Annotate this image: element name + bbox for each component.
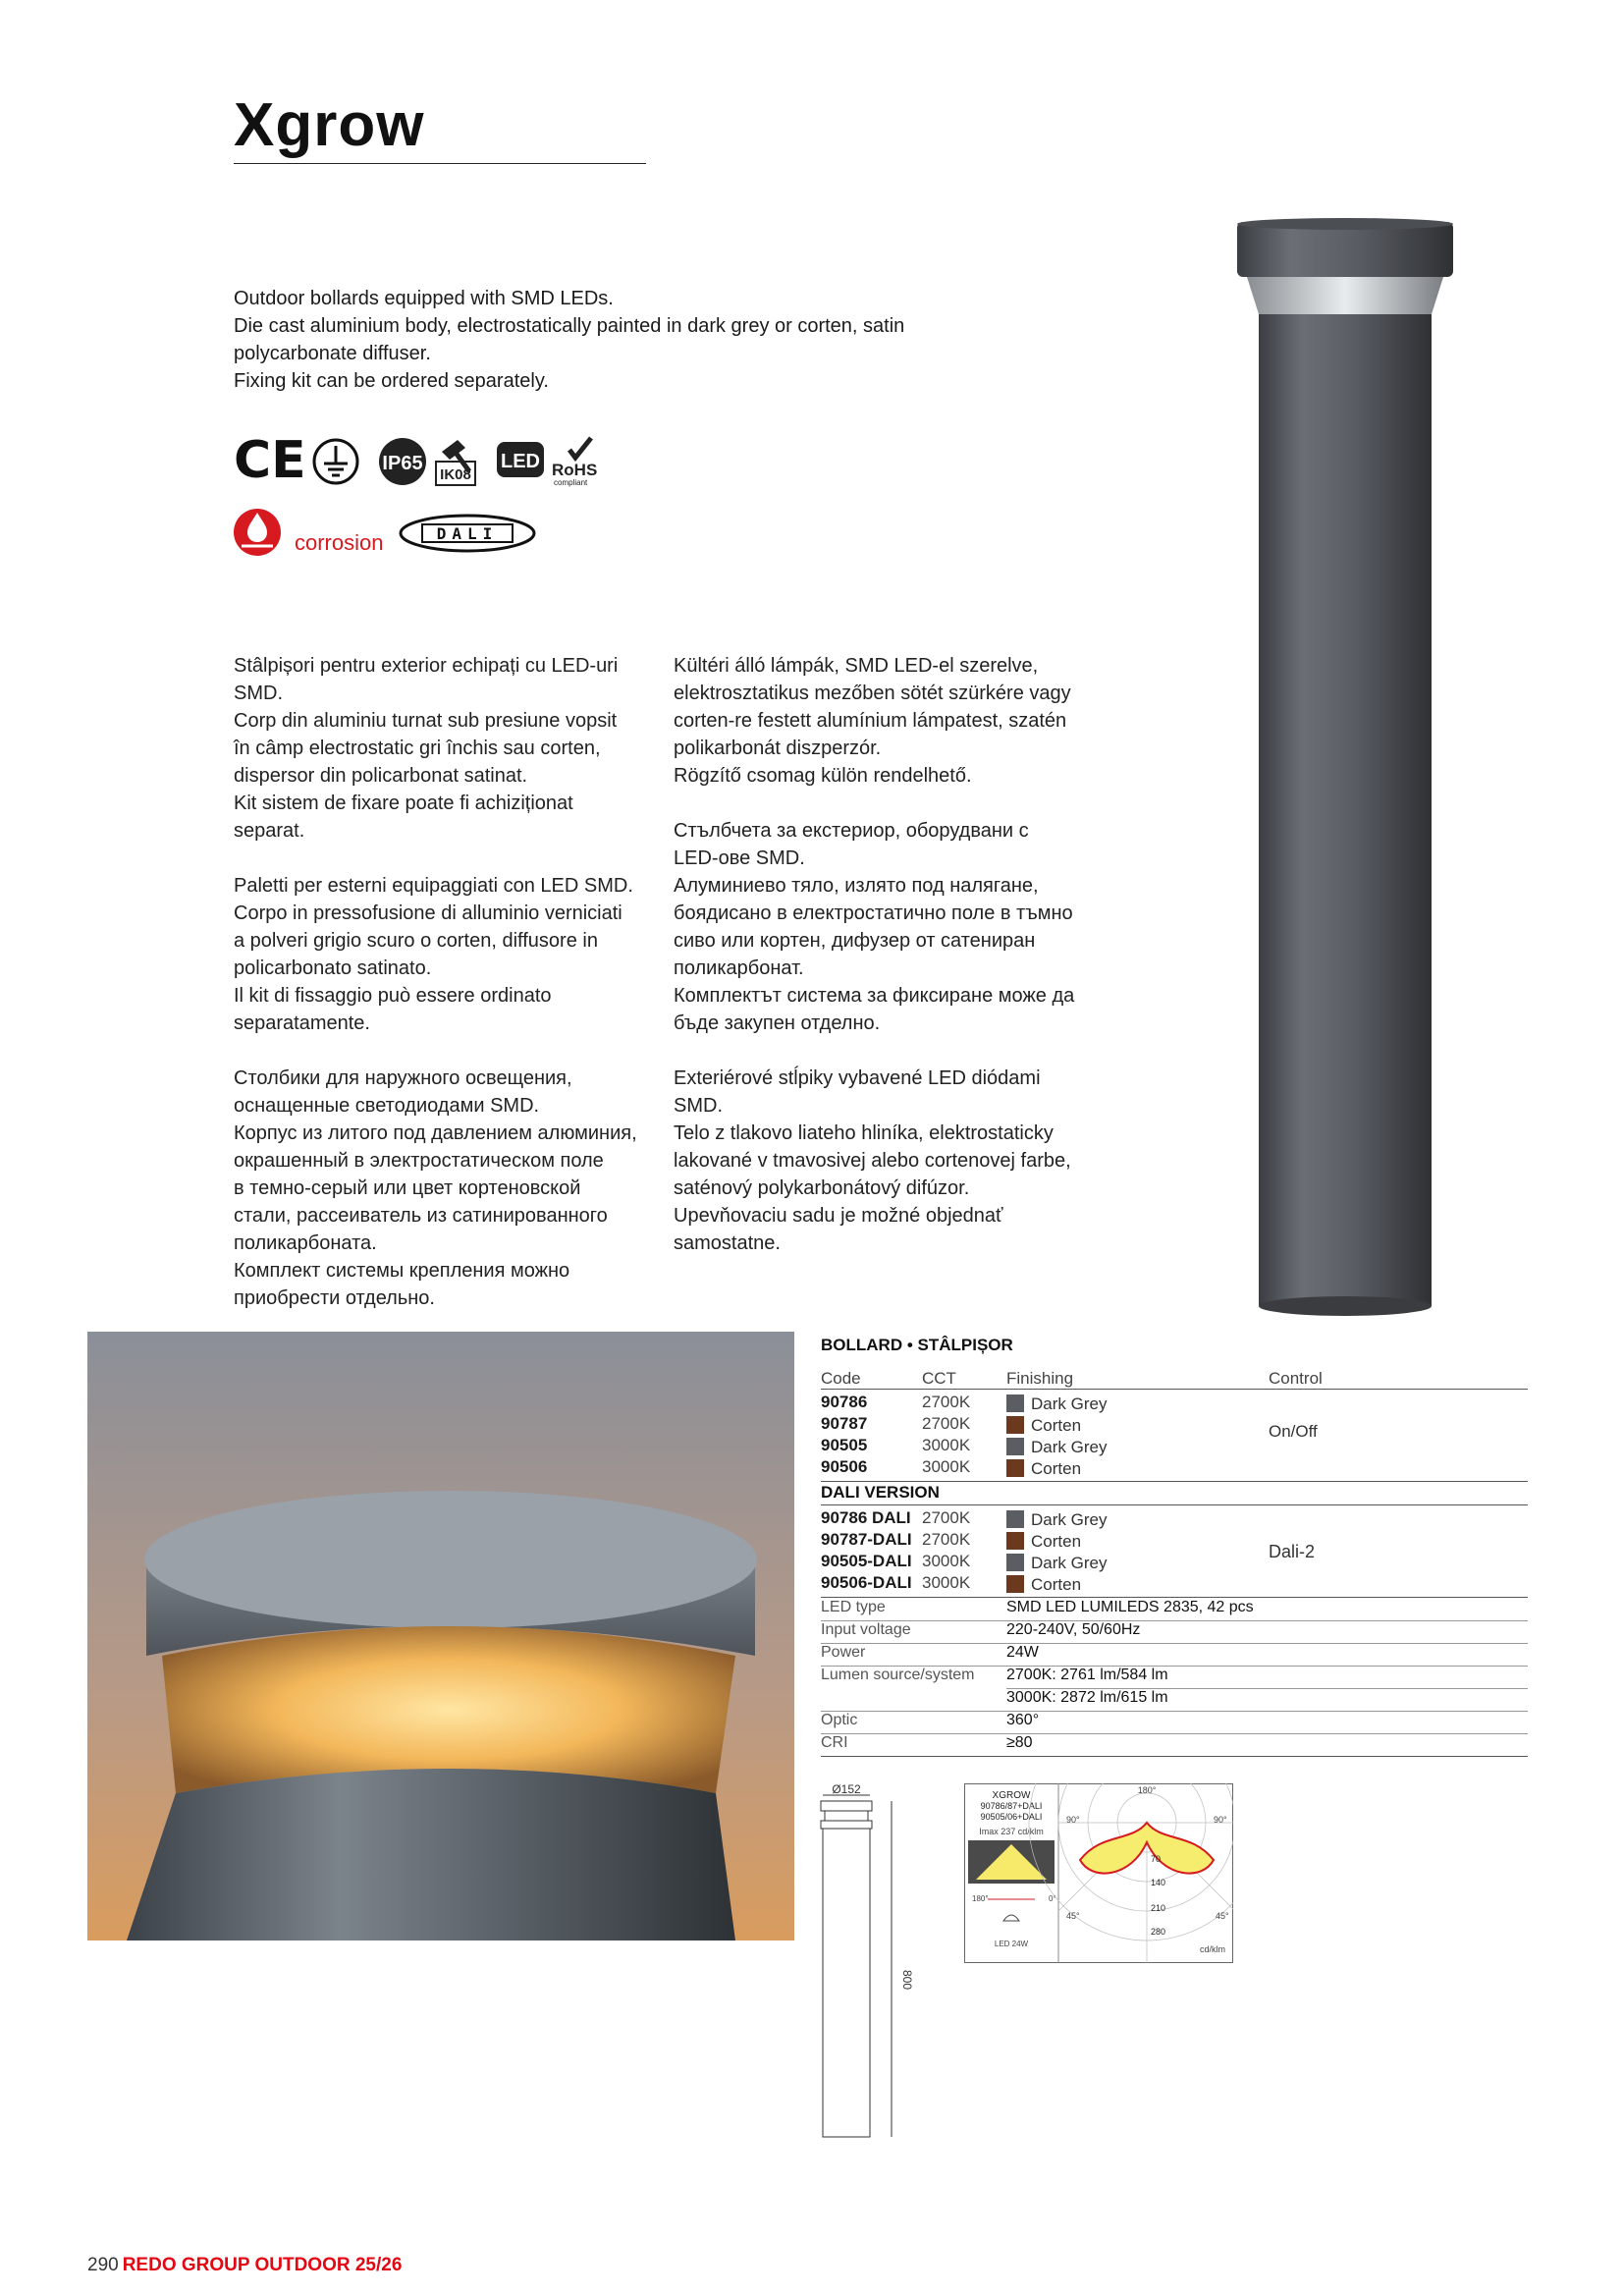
text-line: polikarbonát diszperzór. <box>674 738 882 759</box>
text-line: Kültéri álló lámpák, SMD LED-el szerelve, <box>674 655 1039 677</box>
dali-icon <box>401 516 534 551</box>
svg-text:corrosion: corrosion <box>295 530 384 555</box>
spec-row: 3000K: 2872 lm/615 lm <box>1006 1689 1168 1706</box>
text-line: Exteriérové stĺpiky vybavené LED diódami <box>674 1067 1041 1089</box>
description-column-right <box>674 625 1096 1285</box>
page-number: 290 <box>87 2255 119 2275</box>
svg-text:compliant: compliant <box>554 478 588 487</box>
diameter-label: Ø152 <box>832 1783 861 1796</box>
table-section-title: BOLLARD • STÂLPIȘOR <box>821 1336 1013 1354</box>
intro-text <box>234 285 980 395</box>
text-line: samostatne. <box>674 1232 781 1254</box>
text-line: Telo z tlakovo liateho hliníka, elektrostaticky <box>674 1122 1054 1144</box>
control-onoff: On/Off <box>1269 1422 1318 1441</box>
text-line: Paletti per esterni equipaggiati con LED SMD. <box>234 875 633 897</box>
anti-corrosion-icon <box>234 509 383 556</box>
table-row: 90505 3000K Dark Grey <box>821 1436 1108 1456</box>
svg-text:180°: 180° <box>972 1894 989 1903</box>
text-line: Столбики для наружного освещения, <box>234 1067 572 1089</box>
ce-icon <box>234 432 306 490</box>
text-line: SMD. <box>234 683 283 704</box>
table-row: 90506-DALI 3000K Corten <box>821 1573 1082 1594</box>
table-row: 90786 DALI 2700K Dark Grey <box>821 1508 1108 1529</box>
intro-line: Die cast aluminium body, electrostatically painted in dark grey or corten, satin <box>234 315 905 337</box>
svg-text:cd/klm: cd/klm <box>1200 1944 1226 1954</box>
intro-line: polycarbonate diffuser. <box>234 343 431 364</box>
col-header-cct: CCT <box>922 1369 956 1388</box>
text-line: в темно-серый или цвет кортеновской <box>234 1177 581 1199</box>
text-line: стали, рассеиватель из сатинированного <box>234 1205 608 1227</box>
svg-text:45°: 45° <box>1066 1911 1080 1921</box>
col-header-code: Code <box>821 1369 861 1388</box>
intro-line: Outdoor bollards equipped with SMD LEDs. <box>234 288 614 309</box>
bollard-product-image <box>1235 218 1455 1320</box>
spec-row: CRI ≥80 <box>821 1734 1033 1751</box>
svg-text:XGROW: XGROW <box>992 1790 1031 1801</box>
rohs-icon <box>552 438 597 487</box>
dimension-drawing <box>813 1783 931 2139</box>
text-line: LED-ове SMD. <box>674 847 805 869</box>
text-line: Il kit di fissaggio può essere ordinato <box>234 985 552 1007</box>
svg-text:90°: 90° <box>1066 1815 1080 1825</box>
table-row: 90506 3000K Corten <box>821 1457 1082 1478</box>
text-line: окрашенный в электростатическом поле <box>234 1150 604 1172</box>
svg-text:Imax 237 cd/klm: Imax 237 cd/klm <box>979 1827 1044 1836</box>
svg-text:45°: 45° <box>1216 1911 1229 1921</box>
svg-text:LED: LED <box>501 451 540 472</box>
text-line: Стълбчета за екстериор, оборудвани с <box>674 820 1029 842</box>
col-header-control: Control <box>1269 1369 1323 1388</box>
text-line: приобрести отдельно. <box>234 1287 435 1309</box>
svg-text:DALI: DALI <box>436 524 499 543</box>
svg-text:CE: CE <box>234 432 306 490</box>
spec-row: LED type SMD LED LUMILEDS 2835, 42 pcs <box>821 1599 1254 1615</box>
text-line: SMD. <box>674 1095 723 1117</box>
text-line: lakované v tmavosivej alebo cortenovej farbe, <box>674 1150 1071 1172</box>
svg-text:LED 24W: LED 24W <box>994 1940 1029 1948</box>
text-line: Corp din aluminiu turnat sub presiune vopsit <box>234 710 618 732</box>
spec-row: Lumen source/system 2700K: 2761 lm/584 lm <box>821 1667 1168 1683</box>
svg-text:IP65: IP65 <box>382 453 423 474</box>
certification-icons <box>234 432 607 491</box>
text-line: separatamente. <box>234 1012 370 1034</box>
svg-text:70: 70 <box>1151 1854 1162 1864</box>
ik08-icon <box>436 440 475 485</box>
text-line: Алуминиево тяло, излято под налягане, <box>674 875 1039 897</box>
product-photo <box>87 1332 794 1941</box>
text-line: боядисано в електростатично поле в тъмно <box>674 902 1073 924</box>
photometric-diagram <box>964 1783 1233 1963</box>
ip65-icon <box>379 438 426 485</box>
svg-text:IK08: IK08 <box>440 466 471 483</box>
svg-text:210: 210 <box>1151 1903 1166 1913</box>
text-line: оснащенные светодиодами SMD. <box>234 1095 540 1117</box>
text-line: Upevňovaciu sadu je možné objednať <box>674 1205 1003 1227</box>
text-line: Kit sistem de fixare poate fi achiziționat <box>234 793 573 814</box>
svg-text:90505/06+DALI: 90505/06+DALI <box>980 1812 1043 1822</box>
table-row: 90505-DALI 3000K Dark Grey <box>821 1552 1108 1572</box>
svg-text:90°: 90° <box>1214 1815 1227 1825</box>
catalog-brand: REDO GROUP OUTDOOR 25/26 <box>122 2255 403 2275</box>
text-line: Комплектът система за фиксиране може да <box>674 985 1075 1007</box>
text-line: elektrosztatikus mezőben sötét szürkére vagy <box>674 683 1071 704</box>
title-rule <box>234 163 646 164</box>
svg-text:140: 140 <box>1151 1878 1166 1887</box>
svg-text:180°: 180° <box>1137 1785 1157 1795</box>
svg-text:90786/87+DALI: 90786/87+DALI <box>980 1801 1043 1811</box>
svg-text:280: 280 <box>1151 1927 1166 1937</box>
page-footer <box>87 2255 402 2276</box>
spec-row: Input voltage 220-240V, 50/60Hz <box>821 1621 1141 1638</box>
text-line: Corpo in pressofusione di alluminio verniciati <box>234 902 622 924</box>
text-line: Корпус из литого под давлением алюминия, <box>234 1122 637 1144</box>
text-line: a polveri grigio scuro o corten, diffusore in <box>234 930 598 952</box>
description-column-left <box>234 625 646 1339</box>
text-line: Комплект системы крепления можно <box>234 1260 570 1282</box>
dali-section-title: DALI VERSION <box>821 1483 940 1502</box>
table-row: 90787 2700K Corten <box>821 1414 1082 1435</box>
text-line: Rögzítő csomag külön rendelhető. <box>674 765 972 787</box>
svg-text:RoHS: RoHS <box>552 461 598 479</box>
svg-text:0°: 0° <box>1049 1894 1056 1903</box>
text-line: saténový polykarbonátový difúzor. <box>674 1177 970 1199</box>
control-dali: Dali-2 <box>1269 1542 1316 1561</box>
text-line: поликарбонат. <box>674 957 804 979</box>
spec-row: Power 24W <box>821 1644 1039 1661</box>
text-line: policarbonato satinato. <box>234 957 432 979</box>
text-line: corten-re festett alumínium lámpatest, szatén <box>674 710 1067 732</box>
text-line: separat. <box>234 820 305 842</box>
text-line: dispersor din policarbonat satinat. <box>234 765 528 787</box>
text-line: Stâlpișori pentru exterior echipați cu LED-uri <box>234 655 619 677</box>
table-row: 90787-DALI 2700K Corten <box>821 1530 1082 1551</box>
spec-row: Optic 360° <box>821 1712 1040 1728</box>
table-row: 90786 2700K Dark Grey <box>821 1393 1108 1413</box>
text-line: în câmp electrostatic gri închis sau corten, <box>234 738 601 759</box>
text-line: сиво или кортен, дифузер от сатениран <box>674 930 1036 952</box>
intro-line: Fixing kit can be ordered separately. <box>234 370 549 392</box>
led-icon <box>497 442 544 477</box>
text-line: поликарбоната. <box>234 1232 377 1254</box>
feature-icons <box>234 503 548 562</box>
page-title: Xgrow <box>234 91 425 159</box>
ground-icon <box>314 440 357 483</box>
text-line: бъде закупен отделно. <box>674 1012 881 1034</box>
height-label: 800 <box>900 1969 914 1991</box>
col-header-finishing: Finishing <box>1006 1369 1074 1388</box>
